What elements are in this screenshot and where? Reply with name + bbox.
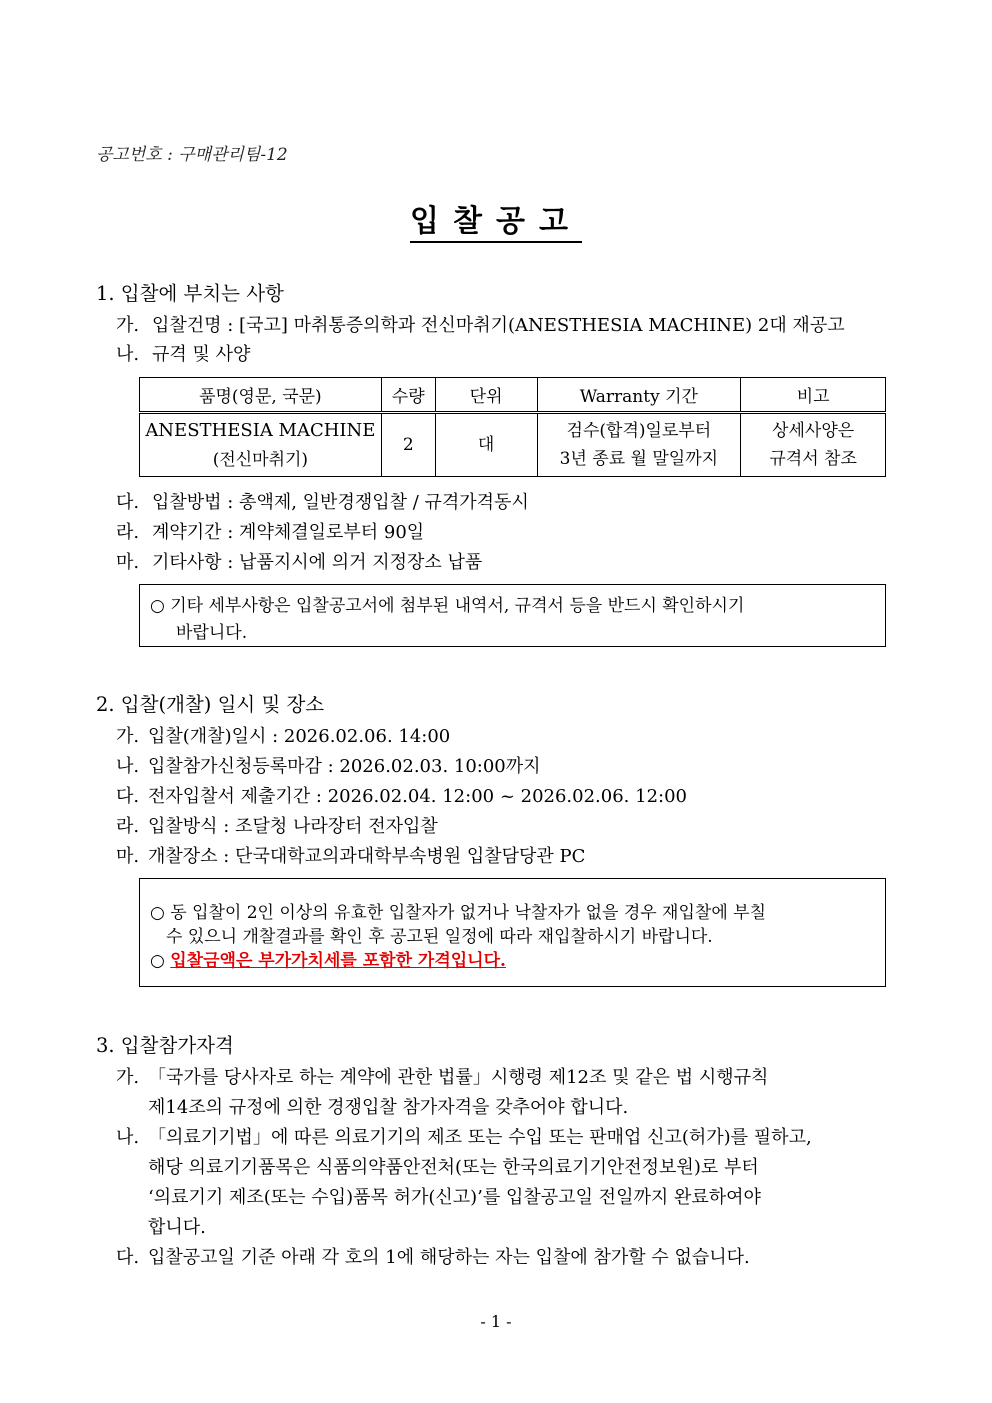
item-label: 마. (116, 552, 140, 573)
section1-item-ra (116, 518, 424, 544)
section1-heading: 1. 입찰에 부치는 사항 (96, 282, 284, 305)
section2-item-ra (116, 812, 438, 838)
spec-header-qty: 수량 (381, 378, 435, 413)
spec-cell-name (140, 413, 382, 477)
item-text: 입찰건명 : [국고] 마취통증의학과 전신마취기(ANESTHESIA MACHINE) 2대 재공고 (152, 315, 845, 336)
item-text: 입찰(개찰)일시 : 2026.02.06. 14:00 (148, 726, 451, 747)
spec-header-warranty: Warranty 기간 (537, 378, 741, 413)
item-text: 기타사항 : 납품지시에 의거 지정장소 납품 (152, 552, 483, 573)
notice-box-line3 (150, 946, 506, 971)
item-text: 계약기간 : 계약체결일로부터 90일 (152, 522, 425, 543)
spec-table (139, 377, 886, 477)
notice-box-line2: 바랍니다. (176, 623, 248, 643)
item-label: 마. (116, 846, 140, 867)
notice-box-line1: ○ 동 입찰이 2인 이상의 유효한 입찰자가 없거나 낙찰자가 없을 경우 재입찰에 부칠 (150, 903, 766, 923)
page-title-wrap (0, 196, 992, 240)
item-label: 나. (116, 344, 140, 365)
section3-item-na-cont1: 해당 의료기기품목은 식품의약품안전처(또는 한국의료기기안전정보원)로 부터 (148, 1157, 759, 1178)
spec-cell-note (741, 413, 886, 477)
section2-notice-box (139, 878, 886, 987)
page-number: - 1 - (480, 1312, 512, 1331)
section2-item-na (116, 752, 541, 778)
item-text: 입찰참가신청등록마감 : 2026.02.03. 10:00까지 (148, 756, 541, 777)
item-text: 「의료기기법」에 따른 의료기기의 제조 또는 수입 또는 판매업 신고(허가)를 필하고, (148, 1127, 812, 1148)
item-label: 가. (116, 315, 140, 336)
section3-item-da (116, 1243, 750, 1269)
item-label: 라. (116, 816, 140, 837)
section3-item-ga-cont: 제14조의 규정에 의한 경쟁입찰 참가자격을 갖추어야 합니다. (148, 1097, 629, 1118)
spec-cell-unit: 대 (435, 413, 537, 477)
section2-item-ga (116, 722, 450, 748)
spec-warranty-line2: 3년 종료 월 말일까지 (559, 449, 719, 469)
table-row (140, 413, 886, 477)
item-text: 규격 및 사양 (152, 344, 251, 365)
item-label: 다. (116, 786, 140, 807)
section3-item-na (116, 1123, 812, 1149)
item-text: 입찰공고일 기준 아래 각 호의 1에 해당하는 자는 입찰에 참가할 수 없습니다. (148, 1247, 750, 1268)
section3-item-na-cont2: ‘의료기기 제조(또는 수입)품목 허가(신고)’를 입찰공고일 전일까지 완료하여야 (148, 1187, 761, 1208)
section2-item-ma (116, 842, 585, 868)
notice-box-line2: 수 있으니 개찰결과를 확인 후 공고된 일정에 따라 재입찰하시기 바랍니다. (166, 927, 713, 947)
section2-item-da (116, 782, 687, 808)
item-label: 가. (116, 726, 140, 747)
section1-item-na (116, 340, 250, 366)
item-text: 입찰방식 : 조달청 나라장터 전자입찰 (148, 816, 438, 837)
spec-note-line2: 규격서 참조 (769, 449, 857, 469)
spec-header-name: 품명(영문, 국문) (140, 378, 382, 413)
notice-bullet: ○ (150, 951, 165, 971)
spec-cell-warranty (537, 413, 741, 477)
item-label: 가. (116, 1067, 140, 1088)
spec-name-kr: (전신마취기) (212, 449, 309, 470)
spec-warranty-line1: 검수(합격)일로부터 (566, 420, 712, 441)
item-label: 다. (116, 1247, 140, 1268)
section2-heading: 2. 입찰(개찰) 일시 및 장소 (96, 693, 325, 716)
item-label: 라. (116, 522, 140, 543)
section3-heading: 3. 입찰참가자격 (96, 1034, 234, 1057)
section1-notice-box (139, 584, 886, 647)
item-text: 전자입찰서 제출기간 : 2026.02.04. 12:00 ~ 2026.02.06. 12:00 (148, 786, 687, 807)
item-label: 나. (116, 756, 140, 777)
item-label: 나. (116, 1127, 140, 1148)
item-text: 「국가를 당사자로 하는 계약에 관한 법률」시행령 제12조 및 같은 법 시행규칙 (148, 1067, 769, 1088)
notice-box-line1: ○ 기타 세부사항은 입찰공고서에 첨부된 내역서, 규격서 등을 반드시 확인하시기 (150, 596, 745, 616)
section1-item-ga (116, 311, 845, 337)
spec-header-unit: 단위 (435, 378, 537, 413)
spec-table-header-row (140, 378, 886, 413)
spec-note-line1: 상세사양은 (772, 420, 855, 441)
spec-cell-qty: 2 (381, 413, 435, 477)
vat-included-notice: 입찰금액은 부가가치세를 포함한 가격입니다. (170, 951, 506, 971)
page-title: 입찰공고 (410, 204, 582, 243)
section1-item-ma (116, 548, 482, 574)
item-label: 다. (116, 492, 140, 513)
spec-header-note: 비고 (741, 378, 886, 413)
section3-item-na-cont3: 합니다. (148, 1217, 206, 1238)
section1-item-da (116, 488, 529, 514)
notice-number: 공고번호 : 구매관리팀-12 (96, 145, 288, 165)
item-text: 입찰방법 : 총액제, 일반경쟁입찰 / 규격가격동시 (152, 492, 529, 513)
section3-item-ga (116, 1063, 768, 1089)
spec-name-en: ANESTHESIA MACHINE (145, 420, 376, 442)
item-text: 개찰장소 : 단국대학교의과대학부속병원 입찰담당관 PC (148, 846, 586, 867)
